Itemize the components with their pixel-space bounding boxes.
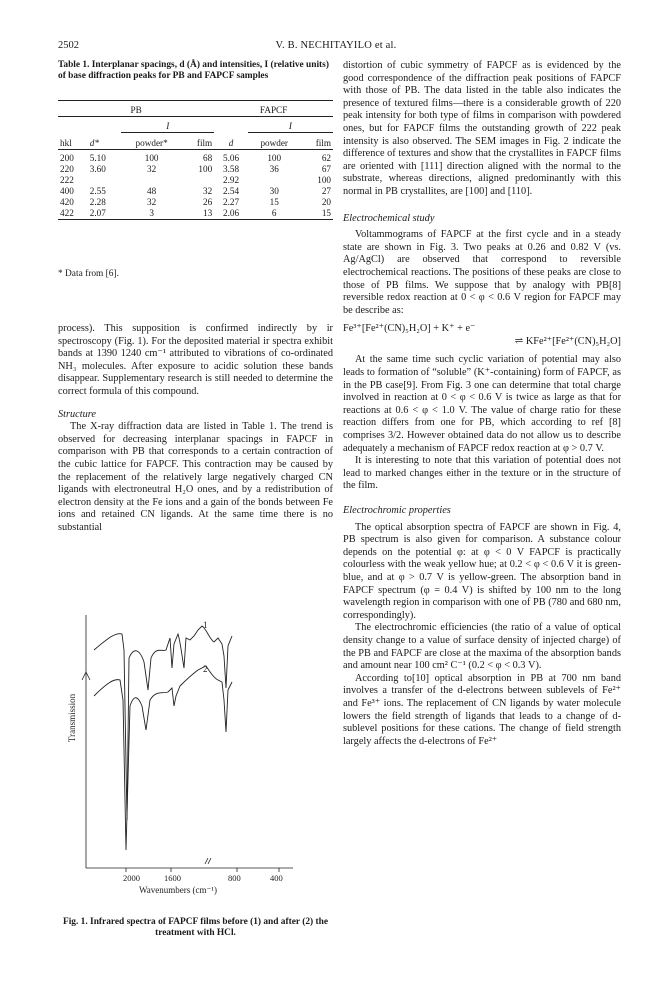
table-row	[58, 175, 333, 186]
table-cell: 100	[198, 164, 213, 174]
table-cell: 422	[58, 208, 88, 220]
x-tick-label: 800	[228, 873, 241, 883]
table-cell: 32	[203, 186, 213, 196]
table-cell	[88, 175, 122, 186]
spectrum-curve-2	[94, 666, 232, 850]
table-cell: 13	[182, 208, 214, 220]
paragraph: At the same time such cyclic variation of potential may also leads to formation of “soluble” (K⁺-containing) form of FAPCF, as in the PB case[9]. From Fig. 3 one can determine that total charge involved in reaction at 0 < φ < 0.6 V is twice as large as that for reactions at 0.6 < φ < 1.0 V. The value of charge ratio for these reaction differs from one for PB, which according to ref [8] comprises 3/2. However obtained data do not allow us to describe adequately a mechanism of FAPCF redox reaction at φ > 0.7 V.	[343, 354, 621, 454]
table-col-powder-star: powder*	[121, 133, 182, 150]
page-number: 2502	[58, 40, 79, 51]
table-cell: 32	[147, 197, 157, 207]
curve-label-2: 2	[203, 664, 208, 674]
y-axis-label: Transmission	[67, 693, 77, 743]
table-cell	[182, 175, 214, 186]
table-cell: 2.92	[222, 175, 240, 185]
equation-line-2: ⇌ KFe²⁺[Fe²⁺(CN)₅H₂O]	[514, 335, 621, 347]
table-cell: 26	[203, 197, 213, 207]
table-cell: 27	[321, 186, 331, 196]
table-cell: 420	[60, 197, 74, 207]
table-cell: 6	[248, 208, 301, 220]
table-row	[58, 150, 333, 165]
table-cell: 32	[147, 164, 157, 174]
section-heading-structure: Structure	[58, 408, 96, 420]
ir-spectra-figure	[58, 610, 333, 920]
table-cell: 200	[58, 150, 88, 165]
figure-caption: Fig. 1. Infrared spectra of FAPCF films before (1) and after (2) the treatment with HCl.	[62, 917, 329, 938]
table-caption: Table 1. Interplanar spacings, d (Å) and intensities, I (relative units) of base diffraction peaks for PB and FAPCF samples	[58, 60, 329, 81]
table-cell: 100	[317, 175, 331, 185]
x-tick-label: 1600	[164, 873, 181, 883]
table-cell: 2.28	[89, 197, 106, 207]
paragraph: The electrochromic efficiencies (the ratio of a value of optical density change to a value of surface density of injected charge) of the PB and FAPCF are close at the maxima of the absorption bands and amount near 100 cm² C⁻¹ (0.2 < φ < 0.3 V).	[343, 622, 621, 672]
table-cell: 100	[121, 150, 182, 165]
table-cell: 62	[301, 150, 333, 165]
section-heading-electrochromic: Electrochromic properties	[343, 505, 451, 516]
table-cell: 220	[60, 164, 74, 174]
paragraph: The optical absorption spectra of FAPCF are shown in Fig. 4, PB spectrum is also given for comparison. A substance colour depends on the potential φ: at φ < 0 V FAPCF is practically colourless with the weak yellow hue; at 0.2 < φ < 0.6 V it is green-blue, and at φ > 0.7 V is yellow-green. The absorption band in FAPCF spectrum (φ = 0.4 V) is shifted by 100 nm to the long wavelength region in comparison with one of PB (780 and 680 nm, correspondingly).	[343, 521, 621, 621]
x-tick-label: 400	[270, 873, 283, 883]
table-cell: 2.06	[214, 208, 248, 220]
table-col-dstar: d*	[89, 137, 99, 148]
table-cell: 36	[269, 164, 279, 174]
table-cell: 15	[301, 208, 333, 220]
right-column-text	[343, 60, 621, 748]
table-row	[58, 186, 333, 197]
table-row	[58, 197, 333, 208]
table-cell: 2.27	[222, 197, 240, 207]
table-body	[58, 150, 333, 220]
table-cell: 2.54	[222, 186, 240, 196]
x-axis-label: Wavenumbers (cm⁻¹)	[139, 885, 217, 895]
table-col-film2: film	[301, 133, 333, 150]
table-cell: 2.55	[89, 186, 106, 196]
curve-label-1: 1	[203, 620, 208, 630]
table-cell: 15	[269, 197, 279, 207]
table-cell: 5.10	[88, 150, 122, 165]
table-cell: 30	[269, 186, 279, 196]
paragraph: It is interesting to note that this variation of potential does not lead to marked changes either in the texture or in the structure of the film.	[343, 455, 621, 492]
section-heading-electrochemical: Electrochemical study	[343, 212, 435, 224]
diffraction-table	[58, 100, 333, 220]
table-cell: 100	[248, 150, 301, 165]
axis-break-icon	[205, 858, 211, 864]
equation-line-1: Fe³⁺[Fe²⁺(CN)₅H₂O] + K⁺ + e⁻	[343, 323, 476, 335]
paragraph: According to[10] optical absorption in PB at 700 nm band involves a transfer of the d-electrons between sublevels of Fe²⁺ and Fe³⁺ ions. The replacement of CN ligands by water molecule lowers the field strength of ligands that leads to a change of d-sublevel positions for these cations. The change of field strength largely affects the d-electrons of Fe²⁺	[343, 672, 621, 747]
spectrum-curve-1	[94, 626, 232, 820]
table-cell: 5.06	[214, 150, 248, 165]
table-cell	[121, 175, 182, 186]
table-col-hkl: hkl	[60, 137, 72, 148]
paragraph: Voltammograms of FAPCF at the first cycle and in a steady state are shown in Fig. 3. Two peaks at 0.26 and 0.82 V (vs. Ag/AgCl) are observed that correspond to reversible electrochemical reactions. The positions of these peaks are close to those of PB films. We suppose that by analogy with PB[8] reversible redox reaction at 0 < φ < 0.6 V region for FAPCF may be describe as:	[343, 229, 621, 316]
running-title: V. B. NECHITAYILO et al.	[275, 40, 397, 51]
table-col-i-fapcf: I	[248, 117, 333, 133]
table-cell: 400	[60, 186, 74, 196]
table-group-fapcf: FAPCF	[259, 105, 288, 115]
table-col-d: d	[228, 137, 234, 148]
table-cell: 3.60	[89, 164, 106, 174]
table-cell: 3.58	[222, 164, 240, 174]
table-cell: 222	[60, 175, 74, 185]
table-cell: 2.07	[88, 208, 122, 220]
table-cell: 48	[147, 186, 157, 196]
table-cell: 68	[182, 150, 214, 165]
left-column-text	[58, 323, 333, 535]
paragraph: The X-ray diffraction data are listed in Table 1. The trend is observed for decreasing interplanar spacings in FAPCF in comparison with PB that corresponds to a certain contraction of the cubic lattice for FAPCF. This contraction may be caused by the replacement of the relatively large negatively charged CN ligands with electroneutral H₂O ones, and by a redistribution of electron density at the Fe ions and a gain of the bonds between Fe ions and retained CN ligands. At the same time there is no substantial	[58, 421, 333, 533]
table-cell: 67	[321, 164, 331, 174]
table-col-film: film	[182, 133, 214, 150]
table-cell	[248, 175, 301, 186]
table-footnote: * Data from [6].	[58, 269, 119, 279]
table-col-i-pb: I	[121, 117, 214, 133]
table-cell: 3	[121, 208, 182, 220]
x-tick-label: 2000	[123, 873, 140, 883]
paragraph: distortion of cubic symmetry of FAPCF as is evidenced by the good correspondence of the diffraction peak positions of FAPCF with those of PB. The data listed in the table also indicates the presence of textured films—there is a considerable growth of 220 peak intensity for both type of films in comparison with powdered ones, but for FAPCF films the outstanding growth of 222 peak intensity is also observed. The SEM images in Fig. 2 indicate the difference of textures and show that the crystallites in FAPCF films are oriented with [111] direction aligned with the normal to the substrate, whereas directions, aligned predominantly with this normal in PB crystallites, are [100] and [110].	[343, 60, 621, 197]
table-group-pb: PB	[130, 105, 142, 115]
table-col-powder: powder	[248, 133, 301, 150]
table-row	[58, 208, 333, 220]
paragraph: process). This supposition is confirmed indirectly by ir spectroscopy (Fig. 1). For the deposited material ir spectra exhibit bands at 1390 1240 cm⁻¹ attributed to vibrations of co-ordinated NH₃ molecules. After exposure to acidic solution these bands disappear. Supplementary research is still needed to determine the correct formula of this compound.	[58, 323, 333, 397]
table-row	[58, 164, 333, 175]
table-cell: 20	[321, 197, 331, 207]
